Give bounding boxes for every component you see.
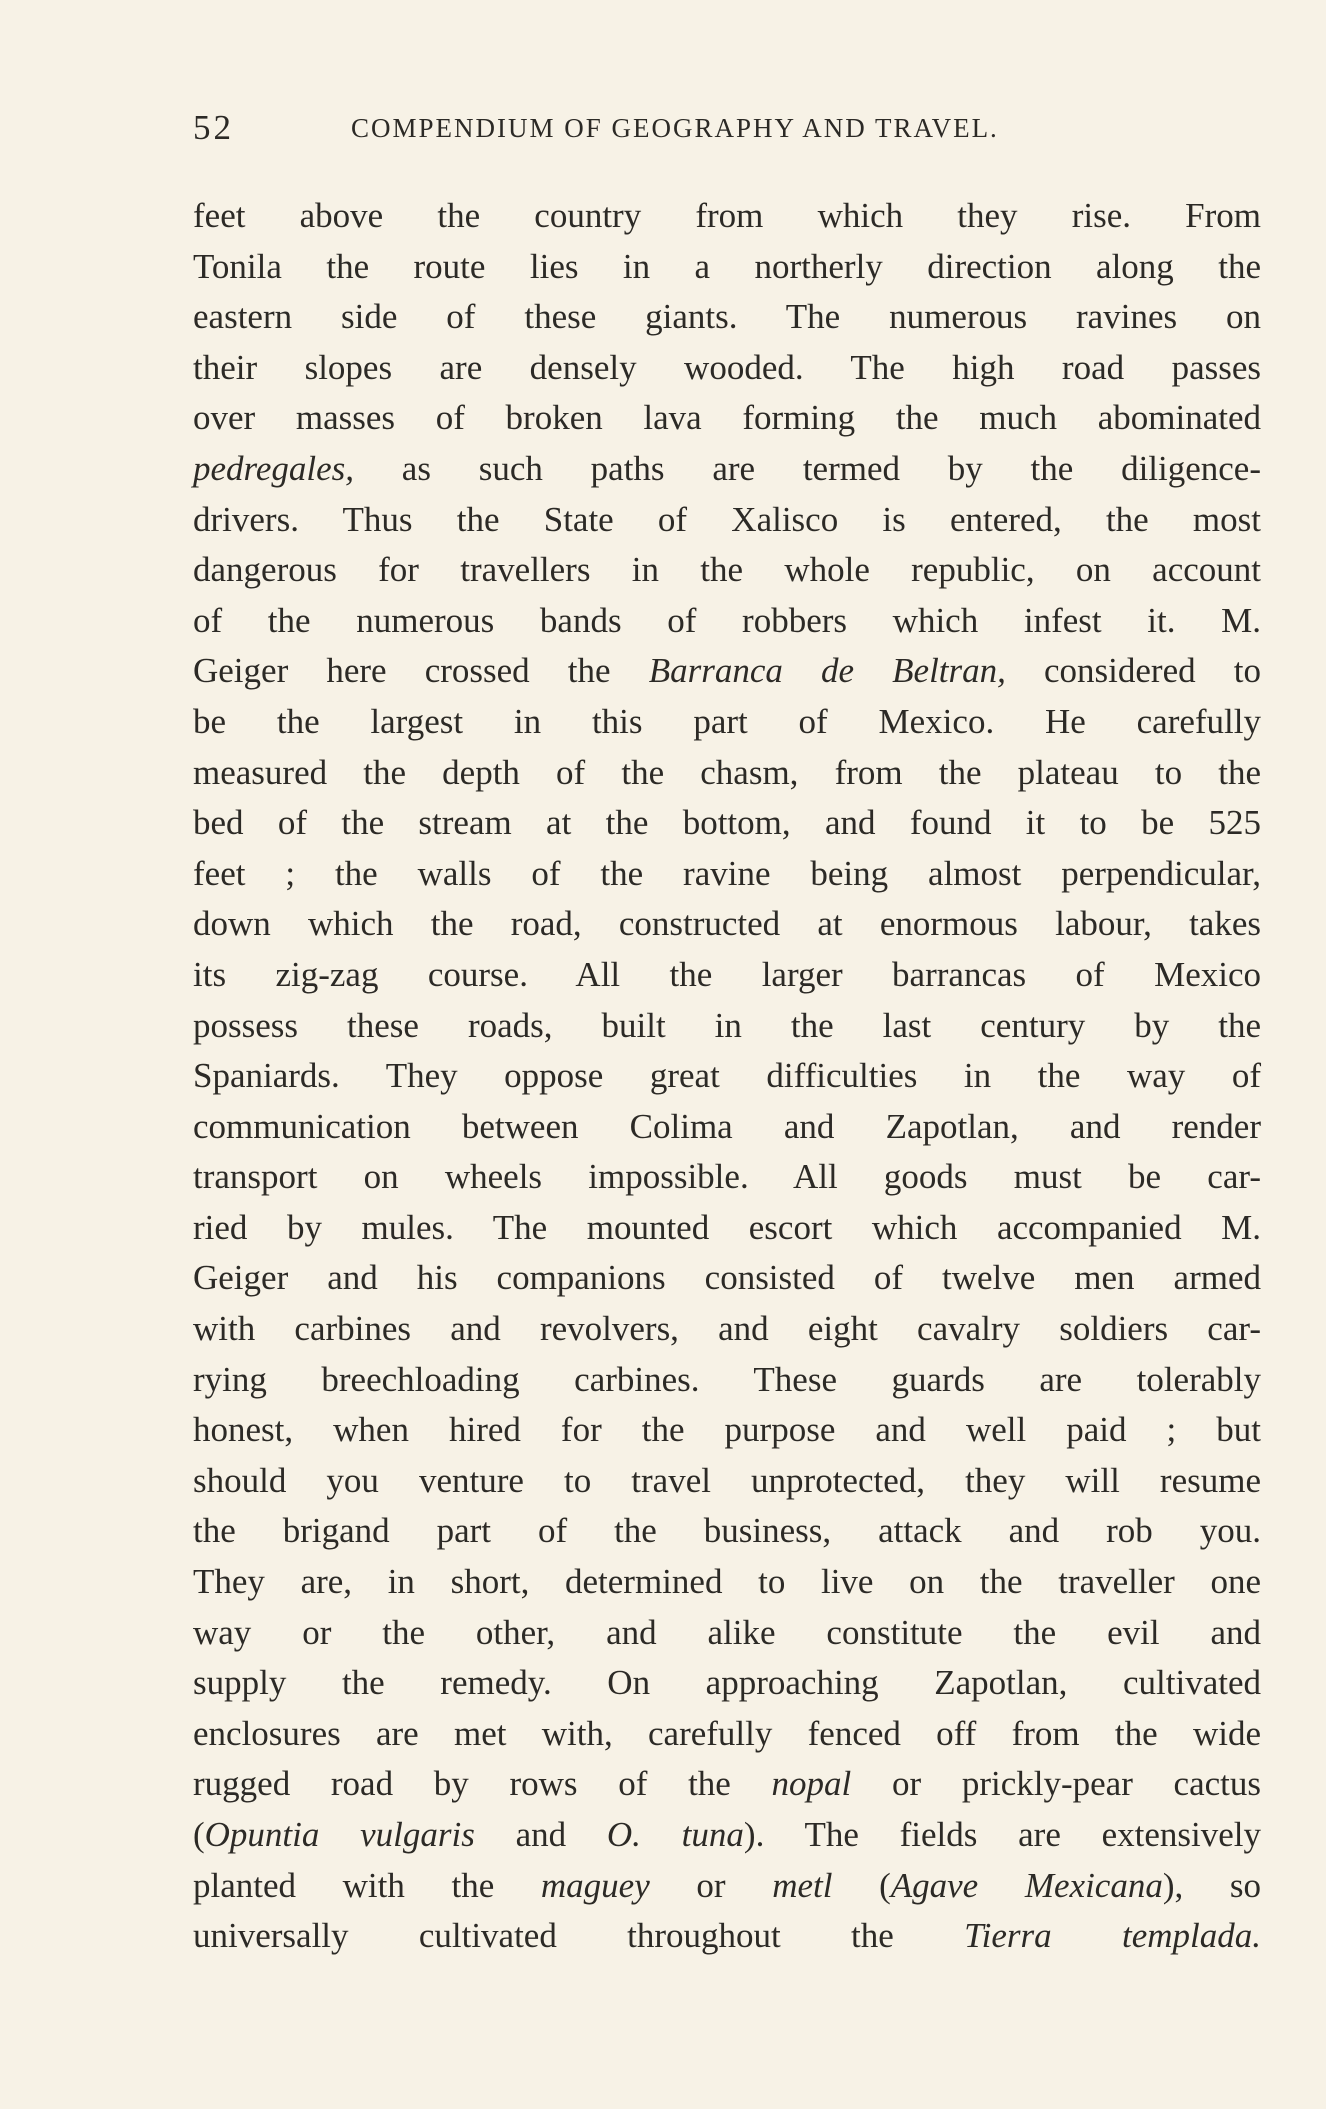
text-line <box>193 1608 1261 1659</box>
text-line <box>193 495 1261 546</box>
text-run: over masses of broken lava forming the much abominated <box>193 398 1261 438</box>
text-run: should you venture to travel unprotected, they will resume <box>193 1460 1261 1500</box>
text-run: be the largest in this part of Mexico. He carefully <box>193 701 1261 741</box>
text-line <box>193 646 1261 697</box>
text-line <box>193 545 1261 596</box>
text-line <box>193 1253 1261 1304</box>
text-run: measured the depth of the chasm, from the plateau to the <box>193 752 1261 792</box>
text-line <box>193 798 1261 849</box>
text-line <box>193 1557 1261 1608</box>
text-run: possess these roads, built in the last century by the <box>193 1005 1261 1045</box>
text-run: universally cultivated throughout the <box>193 1916 965 1956</box>
text-run: way or the other, and alike constitute the evil and <box>193 1612 1261 1652</box>
text-line <box>193 1405 1261 1456</box>
text-run: considered to <box>1005 651 1261 691</box>
text-run: ( <box>193 1815 205 1854</box>
page-number: 52 <box>193 108 234 147</box>
text-run: ). The fields are extensively <box>743 1815 1261 1854</box>
italic-term: O. tuna <box>606 1815 744 1854</box>
text-run: down which the road, constructed at enormous labour, takes <box>193 904 1261 944</box>
italic-term: Tierra templada. <box>964 1916 1261 1956</box>
text-run: feet ; the walls of the ravine being almost perpendicular, <box>193 853 1261 893</box>
text-run: drivers. Thus the State of Xalisco is entered, the most <box>193 499 1261 539</box>
text-line <box>193 1001 1261 1052</box>
text-run: dangerous for travellers in the whole republic, on account <box>193 550 1261 590</box>
text-line <box>193 191 1261 242</box>
text-run: rying breechloading carbines. These guards are tolerably <box>193 1359 1261 1399</box>
text-run: or prickly-pear cactus <box>851 1764 1261 1804</box>
text-line <box>193 343 1261 394</box>
text-line <box>193 1051 1261 1102</box>
text-run: communication between Colima and Zapotlan, and render <box>193 1106 1261 1146</box>
text-line <box>193 1658 1261 1709</box>
text-run: planted with the <box>193 1865 541 1905</box>
body-paragraph <box>193 191 1261 1962</box>
italic-term: maguey <box>540 1865 650 1905</box>
text-line <box>193 393 1261 444</box>
page-header <box>193 108 1261 158</box>
text-line <box>193 1102 1261 1153</box>
text-run: or <box>649 1865 773 1905</box>
text-run: of the numerous bands of robbers which infest it. M. <box>193 600 1261 640</box>
text-run: their slopes are densely wooded. The high road passes <box>193 347 1261 387</box>
text-run: Tonila the route lies in a northerly direction along the <box>193 246 1261 286</box>
text-line <box>193 748 1261 799</box>
text-run: Geiger and his companions consisted of twelve men armed <box>193 1258 1261 1298</box>
italic-term: nopal <box>771 1764 852 1804</box>
text-run: as such paths are termed by the diligence- <box>354 448 1261 488</box>
text-line <box>193 242 1261 293</box>
text-line <box>193 1456 1261 1507</box>
text-run: honest, when hired for the purpose and well paid ; but <box>193 1410 1261 1450</box>
running-head: COMPENDIUM OF GEOGRAPHY AND TRAVEL. <box>351 113 999 143</box>
text-run: eastern side of these giants. The numerous ravines on <box>193 297 1261 337</box>
italic-term: pedregales, <box>193 448 355 488</box>
italic-term: metl <box>772 1865 833 1905</box>
text-run: supply the remedy. On approaching Zapotlan, cultivated <box>193 1663 1261 1703</box>
text-line <box>193 1152 1261 1203</box>
text-run: its zig-zag course. All the larger barrancas of Mexico <box>193 954 1261 994</box>
text-run: enclosures are met with, carefully fenced off from the wide <box>193 1713 1261 1753</box>
text-line <box>193 1304 1261 1355</box>
text-line <box>193 1506 1261 1557</box>
text-line <box>193 1759 1261 1810</box>
italic-term: Agave Mexicana <box>890 1865 1163 1905</box>
text-line <box>193 849 1261 900</box>
text-run: feet above the country from which they rise. From <box>193 196 1261 235</box>
text-line <box>193 1861 1261 1912</box>
text-line <box>193 697 1261 748</box>
text-run: bed of the stream at the bottom, and found it to be 525 <box>193 803 1261 843</box>
text-run: ried by mules. The mounted escort which accompanied M. <box>193 1207 1261 1247</box>
text-run: They are, in short, determined to live on the traveller one <box>193 1562 1261 1602</box>
text-run: ( <box>832 1865 891 1905</box>
text-line <box>193 1911 1261 1962</box>
text-run: with carbines and revolvers, and eight cavalry soldiers car- <box>193 1309 1261 1349</box>
text-run: transport on wheels impossible. All goods must be car- <box>193 1157 1261 1197</box>
text-line <box>193 1810 1261 1861</box>
text-line <box>193 1355 1261 1406</box>
text-run: Geiger here crossed the <box>193 651 649 691</box>
text-line <box>193 899 1261 950</box>
text-run: rugged road by rows of the <box>193 1764 772 1804</box>
italic-term: Barranca de Beltran, <box>648 651 1006 691</box>
text-run: and <box>474 1815 607 1854</box>
text-line <box>193 444 1261 495</box>
text-line <box>193 950 1261 1001</box>
text-line <box>193 1203 1261 1254</box>
text-run: ), so <box>1162 1865 1262 1905</box>
text-line <box>193 292 1261 343</box>
text-run: the brigand part of the business, attack and rob you. <box>193 1511 1261 1551</box>
text-run: Spaniards. They oppose great difficulties in the way of <box>193 1056 1261 1096</box>
italic-term: Opuntia vulgaris <box>204 1815 475 1854</box>
text-line <box>193 1709 1261 1760</box>
text-line <box>193 596 1261 647</box>
